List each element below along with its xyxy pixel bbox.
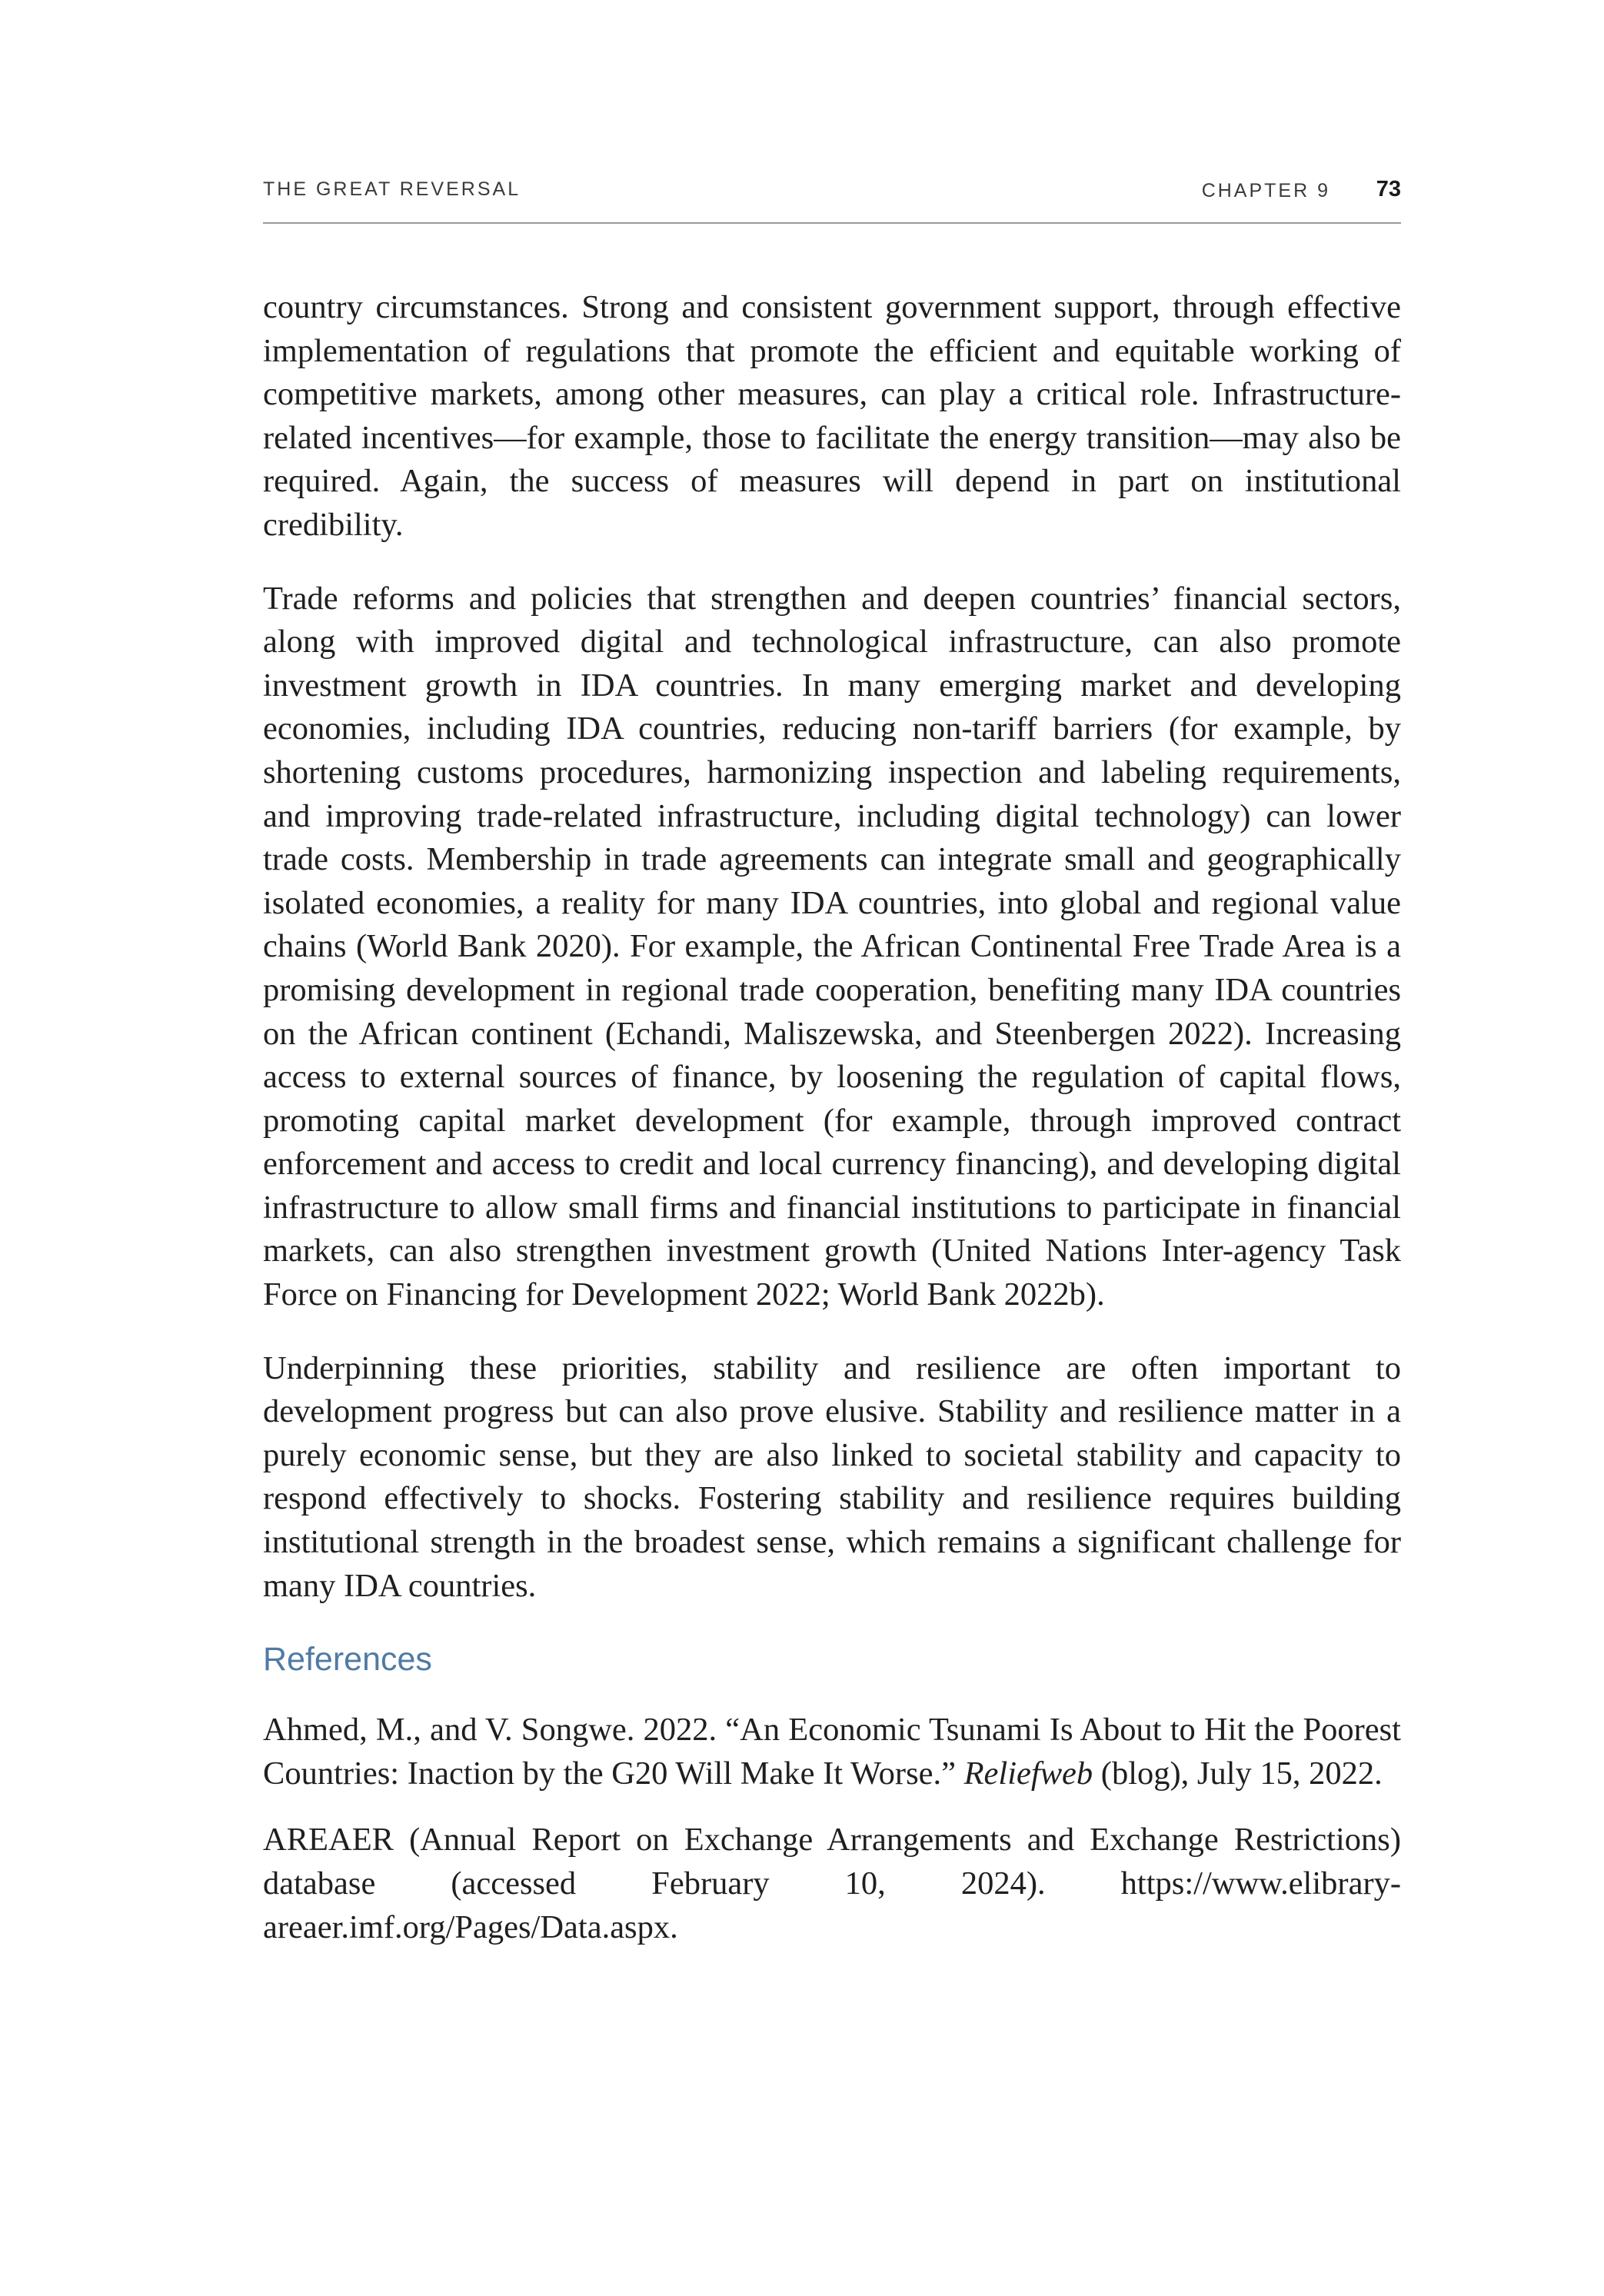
paragraph-1: country circumstances. Strong and consistent government support, through effective implementation of regulations that promote the efficient and equitable working of competitive markets, among other measures, can play a critical role. Infrastructure-related incentives—for example, those to facilitate the energy transition—may also be required. Again, the success of measures will depend in part on institutional credibility. — [263, 289, 1401, 543]
running-header — [263, 174, 1401, 205]
page-number: 73 — [1376, 177, 1401, 201]
reference-1-tail: (blog), July 15, 2022. — [1093, 1755, 1383, 1792]
book-title: THE GREAT REVERSAL — [263, 178, 521, 200]
paragraph-3: Underpinning these priorities, stability and resilience are often important to development progress but can also prove elusive. Stability and resilience matter in a purely economic sense, but they are also linked to societal stability and capacity to respond effectively to shocks. Fostering stability and resilience requires building institutional strength in the broadest sense, which remains a significant challenge for many IDA countries. — [263, 1349, 1401, 1604]
reference-1-text: Ahmed, M., and V. Songwe. 2022. “An Economic Tsunami Is About to Hit the Poorest Countries: Inaction by the G20 Will Make It Worse.” — [263, 1712, 1401, 1792]
reference-entry-2 — [263, 1818, 1401, 1949]
reference-2-text: AREAER (Annual Report on Exchange Arrangements and Exchange Restrictions) database (accessed February 10, 2024). https://www.elibrary-areaer.imf.org/Pages/Data.aspx. — [263, 1822, 1401, 1945]
reference-1-source: Reliefweb — [963, 1755, 1093, 1792]
references-heading: References — [263, 1641, 432, 1679]
body-text — [263, 286, 1401, 1972]
header-divider — [263, 222, 1401, 224]
paragraph-2: Trade reforms and policies that strengthen and deepen countries’ financial sectors, along with improved digital and technological infrastructure, can also promote investment growth in IDA countries. In many emerging market and developing economies, including IDA countries, reducing non-tariff barriers (for example, by shortening customs procedures, harmonizing inspection and labeling requirements, and improving trade-related infrastructure, including digital technology) can lower trade costs. Membership in trade agreements can integrate small and geographically isolated economies, a reality for many IDA countries, into global and regional value chains (World Bank 2020). For example, the African Continental Free Trade Area is a promising development in regional trade cooperation, benefiting many IDA countries on the African continent (Echandi, Maliszewska, and Steenbergen 2022). Increasing access to external sources of finance, by loosening the regulation of capital flows, promoting capital market development (for example, through improved contract enforcement and access to credit and local currency financing), and developing digital infrastructure to allow small firms and financial institutions to participate in financial markets, can also strengthen investment growth (United Nations Inter-agency Task Force on Financing for Development 2022; World Bank 2022b). — [263, 580, 1401, 1313]
reference-entry-1 — [263, 1709, 1401, 1795]
chapter-label: CHAPTER 9 — [1201, 180, 1330, 201]
